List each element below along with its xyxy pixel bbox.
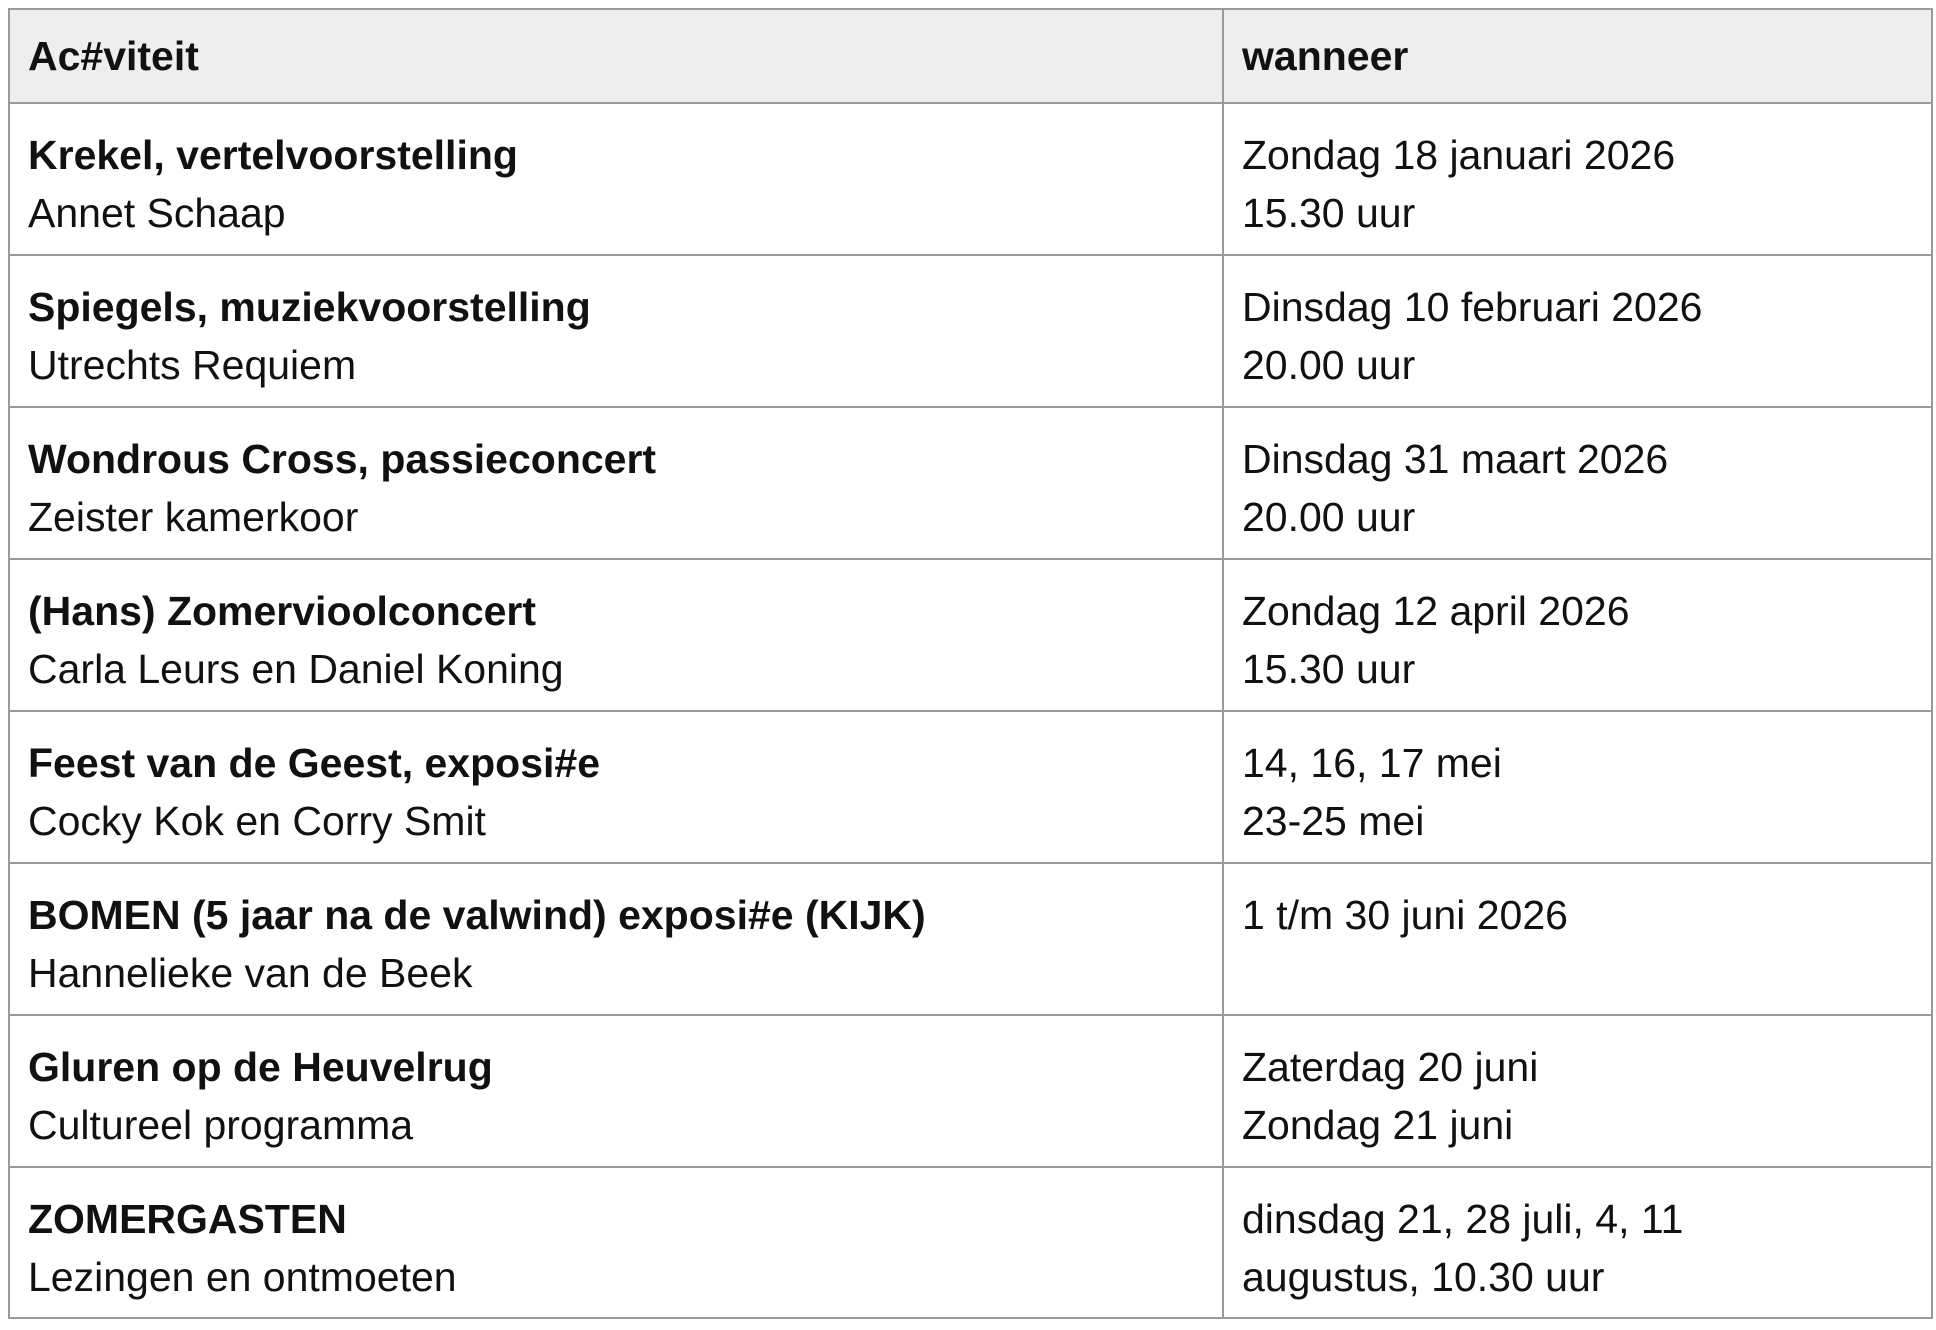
when-line-2: 15.30 uur [1242,646,1416,692]
header-row [9,9,1932,103]
when-cell [1223,1167,1932,1318]
activity-title: Feest van de Geest, exposi#e [28,740,600,786]
activity-subtitle: Cultureel programma [28,1102,414,1148]
when-line-2: 15.30 uur [1242,190,1416,236]
when-line-2: 23-25 mei [1242,798,1425,844]
activity-cell [9,1015,1223,1167]
table-row [9,711,1932,863]
activity-title: ZOMERGASTEN [28,1196,347,1242]
when-cell [1223,255,1932,407]
activity-subtitle: Annet Schaap [28,190,286,236]
activity-title: Krekel, vertelvoorstelling [28,132,518,178]
when-cell [1223,1015,1932,1167]
when-line-2: 20.00 uur [1242,494,1416,540]
when-cell [1223,559,1932,711]
when-line-1: Zondag 18 januari 2026 [1242,132,1676,178]
table-row [9,863,1932,1015]
activity-title: (Hans) Zomervioolconcert [28,588,537,634]
activity-subtitle: Utrechts Requiem [28,342,357,388]
when-line-1: dinsdag 21, 28 juli, 4, 11 [1242,1196,1684,1242]
activity-subtitle: Zeister kamerkoor [28,494,359,540]
when-cell [1223,711,1932,863]
when-line-1: 14, 16, 17 mei [1242,740,1502,786]
table-row [9,407,1932,559]
activity-title: Gluren op de Heuvelrug [28,1044,493,1090]
when-line-2 [1242,944,1913,1002]
activities-table [8,8,1933,1319]
activity-subtitle: Carla Leurs en Daniel Koning [28,646,564,692]
activity-cell [9,711,1223,863]
when-line-2: augustus, 10.30 uur [1242,1254,1605,1300]
activity-subtitle: Lezingen en ontmoeten [28,1254,457,1300]
when-line-2: 20.00 uur [1242,342,1416,388]
table-row [9,255,1932,407]
activity-subtitle: Hannelieke van de Beek [28,950,473,996]
when-cell [1223,863,1932,1015]
when-cell [1223,103,1932,255]
activity-title: Spiegels, muziekvoorstelling [28,284,591,330]
activity-cell [9,407,1223,559]
table-row [9,103,1932,255]
header-activity: Ac#viteit [9,9,1223,103]
activity-cell [9,1167,1223,1318]
table-body [9,103,1932,1318]
activity-title: BOMEN (5 jaar na de valwind) exposi#e (KIJK) [28,892,926,938]
when-line-1: Zaterdag 20 juni [1242,1044,1539,1090]
activity-cell [9,255,1223,407]
when-line-2: Zondag 21 juni [1242,1102,1514,1148]
activity-cell [9,559,1223,711]
when-line-1: Dinsdag 31 maart 2026 [1242,436,1669,482]
header-when: wanneer [1223,9,1932,103]
table-row [9,1015,1932,1167]
table-row [9,1167,1932,1318]
when-line-1: Zondag 12 april 2026 [1242,588,1630,634]
activity-cell [9,863,1223,1015]
when-cell [1223,407,1932,559]
activity-cell [9,103,1223,255]
table-row [9,559,1932,711]
table-header [9,9,1932,103]
activity-title: Wondrous Cross, passieconcert [28,436,657,482]
when-line-1: Dinsdag 10 februari 2026 [1242,284,1703,330]
when-line-1: 1 t/m 30 juni 2026 [1242,892,1568,938]
activity-subtitle: Cocky Kok en Corry Smit [28,798,486,844]
